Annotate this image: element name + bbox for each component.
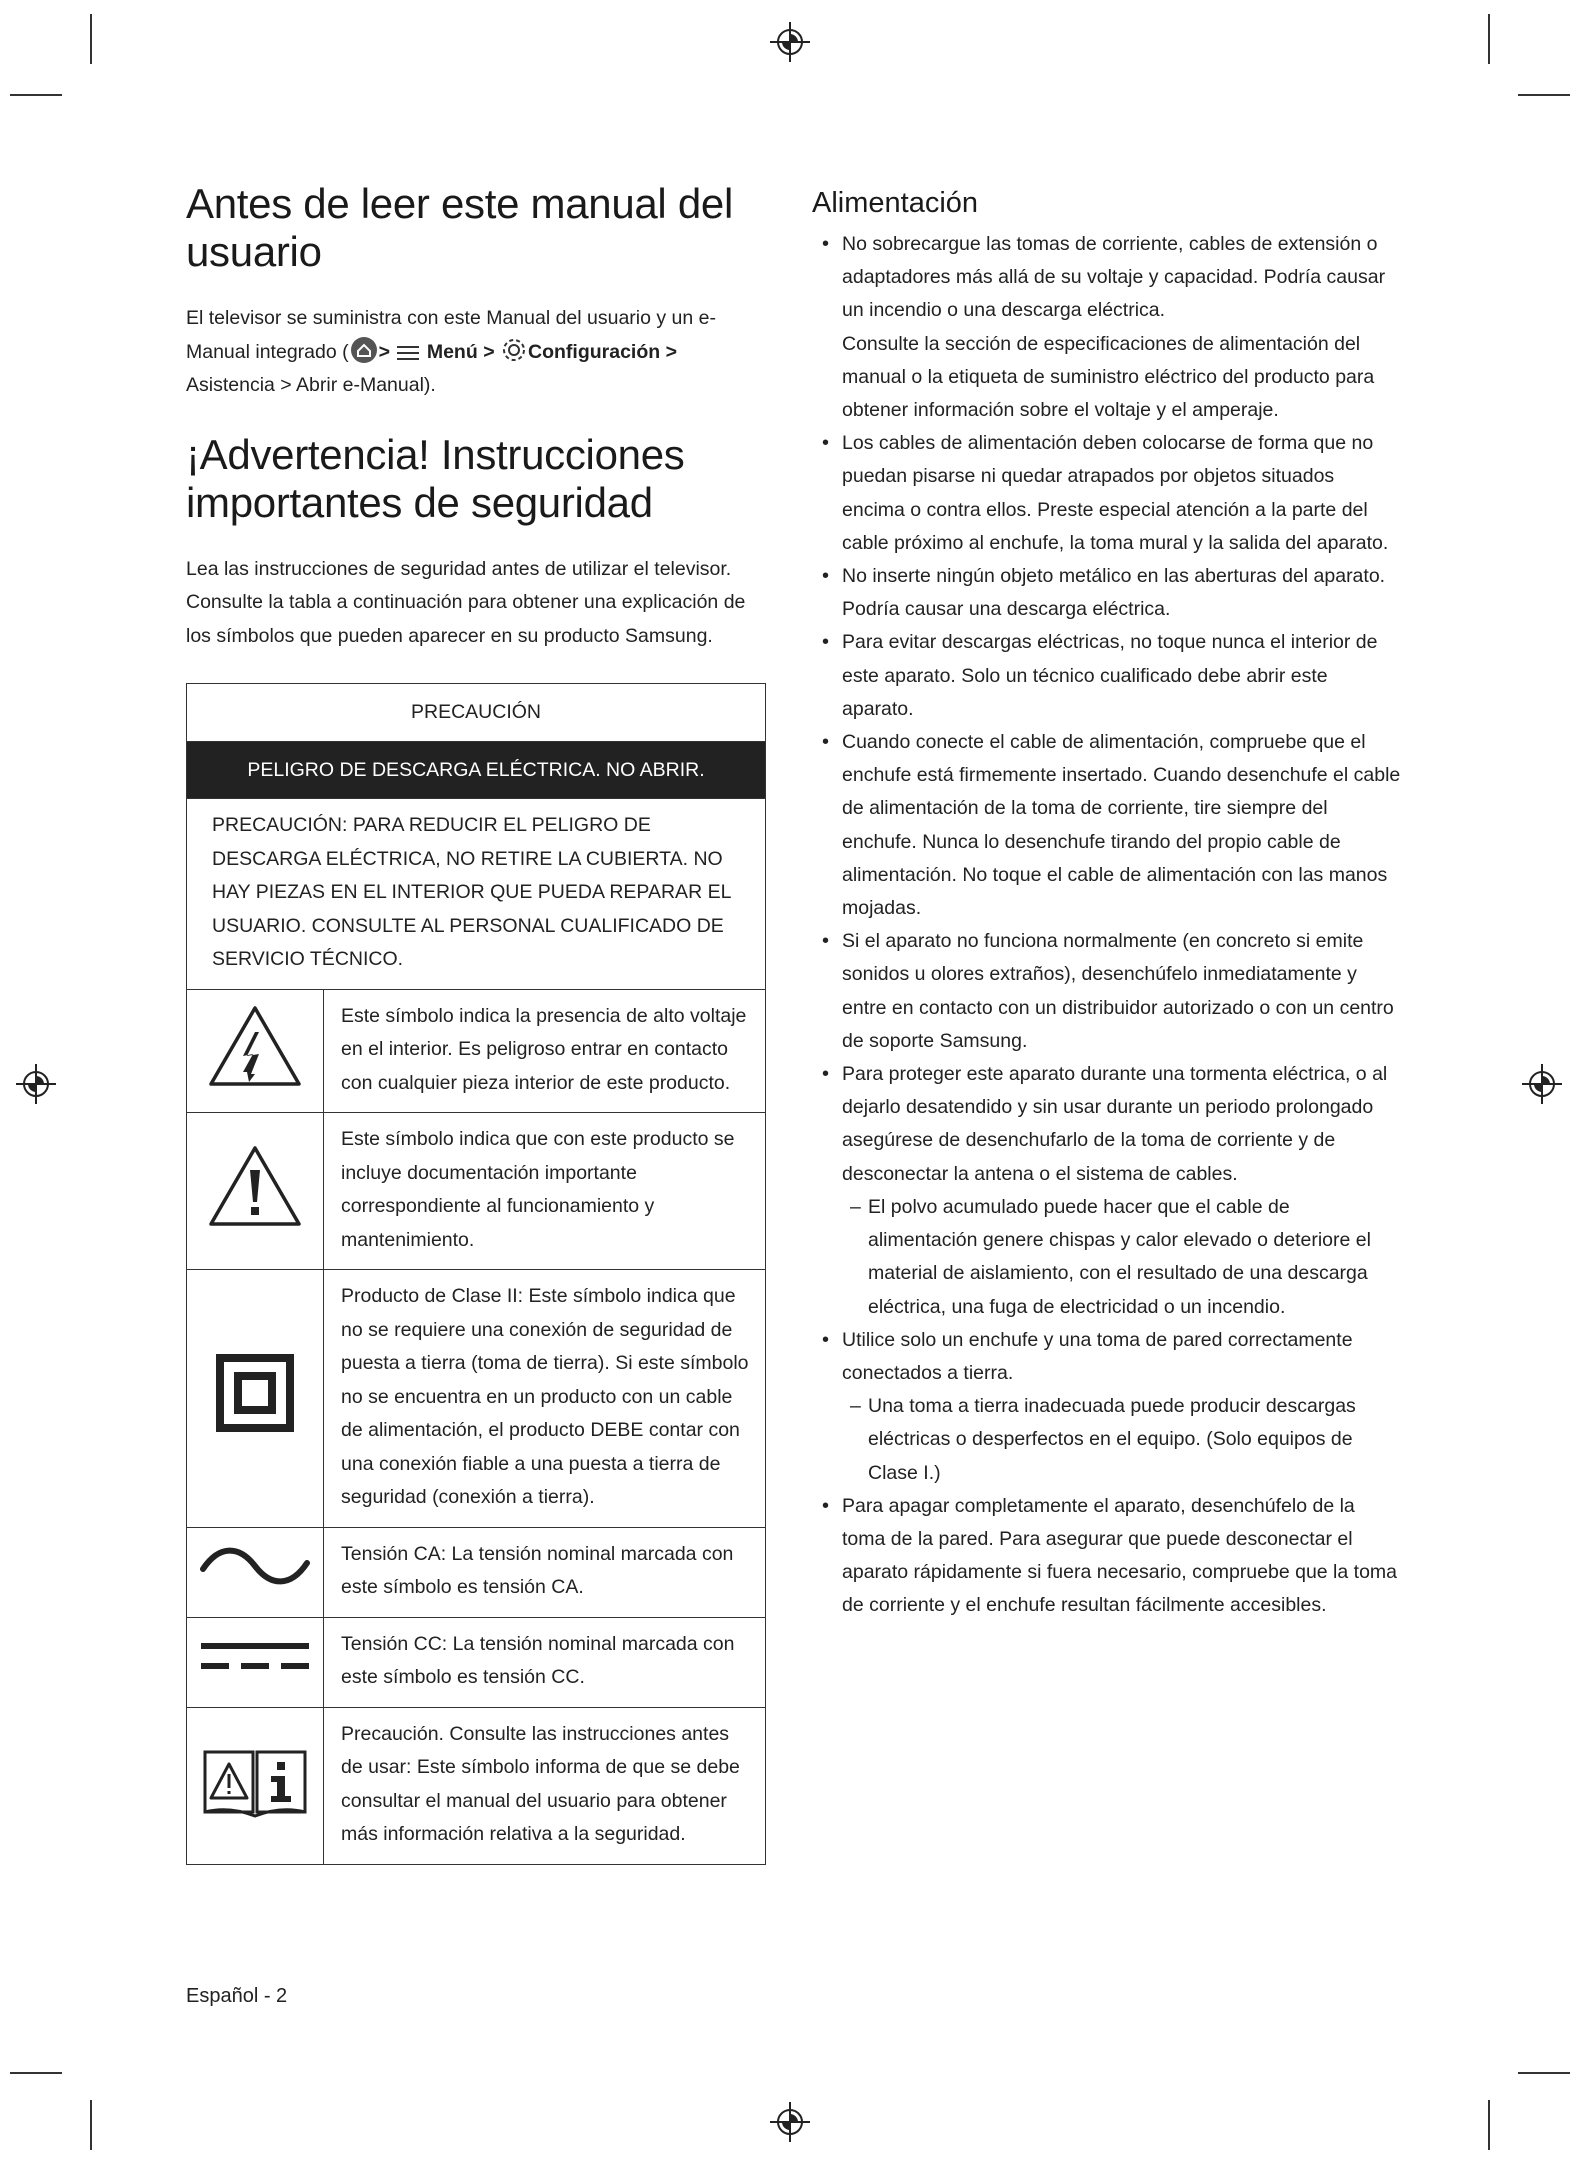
safety-intro-paragraph: Lea las instrucciones de seguridad antes de utilizar el televisor. Consulte la tabla a continuación para obtener una explicación de los símbolos que pueden aparecer en su producto Samsung. — [186, 557, 746, 647]
sub-list — [842, 1191, 1402, 1324]
list-item-text: Para apagar completamente el aparato, desenchúfelo de la toma de la pared. Para asegurar que puede desconectar el aparato rápidamente si fuera necesario, compruebe que la toma de corriente y el enchufe resultan fácilmente accesibles. — [842, 1494, 1397, 1617]
caution-header: PRECAUCIÓN — [187, 684, 766, 742]
list-item — [812, 1058, 1402, 1324]
list-item — [812, 626, 1402, 726]
list-item — [812, 1490, 1402, 1623]
list-item-text: No inserte ningún objeto metálico en las aberturas del aparato. Podría causar una descarga eléctrica. — [842, 565, 1386, 621]
intro-text: El televisor se suministra con este Manual del usuario y un e-Manual integrado ( — [186, 307, 717, 363]
danger-banner: PELIGRO DE DESCARGA ELÉCTRICA. NO ABRIR. — [187, 741, 766, 799]
symbol-description: Este símbolo indica que con este producto se incluye documentación importante correspondiente al funcionamiento y mantenimiento. — [324, 1113, 766, 1270]
section-heading-before-reading: Antes de leer este manual del usuario — [186, 180, 733, 275]
table-row — [187, 1707, 766, 1864]
crop-mark — [10, 2072, 62, 2074]
symbol-description: Tensión CC: La tensión nominal marcada con este símbolo es tensión CC. — [324, 1617, 766, 1707]
symbol-description: Producto de Clase II: Este símbolo indica que no se requiere una conexión de seguridad de puesta a tierra (toma de tierra). Si este símbolo no se encuentra en un producto con un cable de alimentación, el producto DEBE contar con una conexión fiable a una puesta a tierra de seguridad (conexión a tierra). — [324, 1270, 766, 1528]
list-item — [812, 228, 1402, 427]
list-item-text: No sobrecargue las tomas de corriente, cables de extensión o adaptadores más allá de su voltaje y capacidad. Podría causar un incendio o una descarga eléctrica. — [842, 233, 1386, 322]
list-item-continuation: Consulte la sección de especificaciones de alimentación del manual o la etiqueta de suministro eléctrico del producto para obtener información sobre el voltaje y el amperaje. — [842, 332, 1375, 422]
nav-sep: > — [483, 340, 495, 363]
symbol-cell — [187, 1617, 324, 1707]
right-column — [812, 180, 1402, 1623]
power-safety-list — [812, 228, 1402, 1623]
list-item-text: Cuando conecte el cable de alimentación, compruebe que el enchufe está firmemente insertado. Cuando desenchufe el cable de alimentación de la toma de corriente, tire siempre del enchufe. Nunca lo desenchufe tirando del propio cable de alimentación. No toque el cable de alimentación con las manos mojadas. — [842, 731, 1401, 920]
registration-mark-icon — [14, 1062, 58, 1106]
registration-mark-icon — [768, 20, 812, 64]
page-number: Español - 2 — [186, 1985, 288, 2007]
intro-paragraph — [186, 302, 766, 403]
crop-mark — [1518, 94, 1570, 96]
nav-sep: > — [378, 340, 390, 363]
list-item-text: Para evitar descargas eléctricas, no toque nunca el interior de este aparato. Solo un técnico cualificado debe abrir este aparato. — [842, 631, 1378, 720]
crop-mark — [90, 2100, 92, 2150]
table-row — [187, 1113, 766, 1270]
table-row — [187, 1270, 766, 1528]
crop-mark — [90, 14, 92, 64]
symbol-description: Precaución. Consulte las instrucciones antes de usar: Este símbolo informa de que se debe consultar el manual del usuario para obtener más información relativa a la seguridad. — [324, 1707, 766, 1864]
symbol-cell — [187, 989, 324, 1113]
ac-voltage-wave-icon — [197, 1541, 313, 1591]
left-column — [186, 180, 766, 1865]
symbol-description: Este símbolo indica la presencia de alto voltaje en el interior. Es peligroso entrar en contacto con cualquier pieza interior de este producto. — [324, 989, 766, 1113]
crop-mark — [1518, 2072, 1570, 2074]
table-row — [187, 989, 766, 1113]
registration-mark-icon — [768, 2100, 812, 2144]
registration-mark-icon — [1520, 1062, 1564, 1106]
consult-manual-icon — [199, 1740, 311, 1820]
list-item-text: Si el aparato no funciona normalmente (en concreto si emite sonidos u olores extraños), desenchúfelo inmediatamente y entre en contacto con un distribuidor autorizado o con un centro de soporte Samsung. — [842, 930, 1394, 1052]
symbol-cell — [187, 1270, 324, 1528]
crop-mark — [1488, 14, 1490, 64]
gear-icon — [500, 336, 528, 364]
crop-mark — [10, 94, 62, 96]
exclamation-warning-icon — [205, 1140, 305, 1230]
sub-list-item: – El polvo acumulado puede hacer que el cable de alimentación genere chispas y calor elevado o deteriore el material de aislamiento, con el resultado de una descarga eléctrica, una fuga de electricidad o un incendio. — [842, 1191, 1402, 1324]
menu-icon — [395, 342, 421, 364]
list-item — [812, 560, 1402, 626]
table-row — [187, 1527, 766, 1617]
section-heading-power: Alimentación — [812, 187, 979, 219]
list-item — [812, 427, 1402, 560]
list-item-text: Para proteger este aparato durante una tormenta eléctrica, o al dejarlo desatendido y sin usar durante un periodo prolongado asegúrese de desenchufarlo de la toma de corriente y de desconectar la antena o el sistema de cables. — [842, 1063, 1388, 1185]
section-heading-warning: ¡Advertencia! Instrucciones importantes de seguridad — [186, 430, 685, 526]
sub-list — [842, 1390, 1402, 1490]
nav-config-label: Configuración — [528, 340, 661, 363]
list-item — [812, 1324, 1402, 1490]
list-item-text: Utilice solo un enchufe y una toma de pared correctamente conectados a tierra. — [842, 1328, 1353, 1384]
dc-voltage-lines-icon — [197, 1631, 313, 1681]
symbol-cell — [187, 1707, 324, 1864]
caution-symbols-table — [186, 683, 766, 1865]
list-item — [812, 726, 1402, 925]
intro-path-end: Asistencia > Abrir e-Manual). — [186, 374, 436, 396]
list-item-text: Los cables de alimentación deben colocarse de forma que no puedan pisarse ni quedar atrapados por objetos situados encima o contra ellos. Preste especial atención a la parte del cable próximo al enchufe, la toma mural y la salida del aparato. — [842, 432, 1389, 554]
symbol-cell — [187, 1113, 324, 1270]
home-icon — [349, 336, 379, 364]
table-row — [187, 1617, 766, 1707]
caution-warning-text: PRECAUCIÓN: PARA REDUCIR EL PELIGRO DE DESCARGA ELÉCTRICA, NO RETIRE LA CUBIERTA. NO HAY PIEZAS EN EL INTERIOR QUE PUEDA REPARAR EL USUARIO. CONSULTE AL PERSONAL CUALIFICADO DE SERVICIO TÉCNICO. — [187, 799, 766, 990]
nav-sep: > — [665, 340, 677, 363]
class-ii-double-square-icon — [210, 1348, 300, 1438]
sub-list-item: – Una toma a tierra inadecuada puede producir descargas eléctricas o desperfectos en el equipo. (Solo equipos de Clase I.) — [842, 1390, 1402, 1490]
symbol-cell — [187, 1527, 324, 1617]
crop-mark — [1488, 2100, 1490, 2150]
high-voltage-warning-icon — [205, 1000, 305, 1090]
nav-menu-label: Menú — [426, 340, 478, 363]
list-item — [812, 925, 1402, 1058]
symbol-description: Tensión CA: La tensión nominal marcada con este símbolo es tensión CA. — [324, 1527, 766, 1617]
